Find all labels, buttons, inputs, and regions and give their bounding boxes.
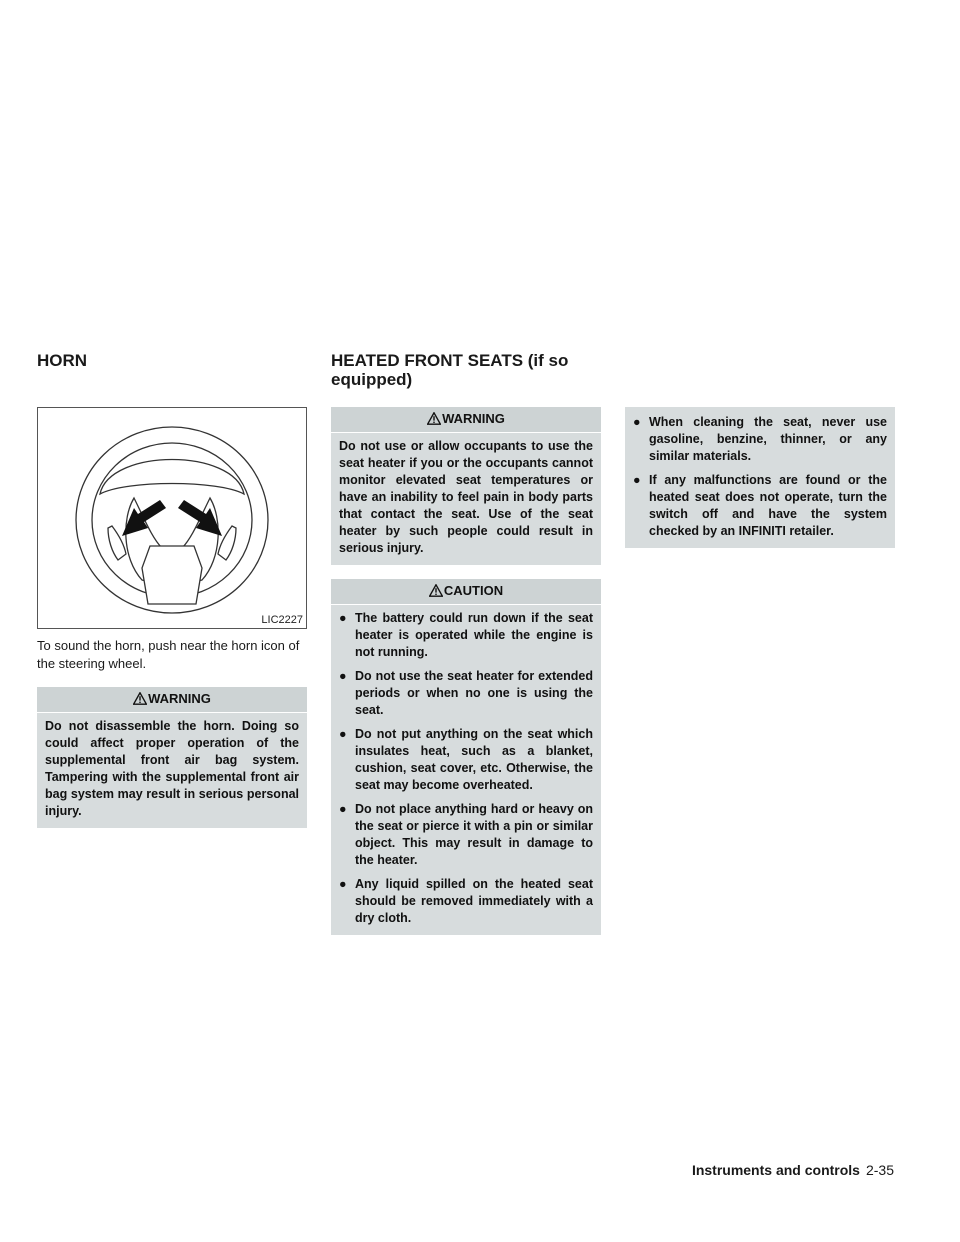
bullet-icon: ●: [633, 415, 641, 429]
heated-caution-box: [331, 579, 601, 935]
list-item: ● When cleaning the seat, never use gasoline, benzine, thinner, or any similar materials.: [633, 415, 887, 463]
list-item: ● Do not put anything on the seat which insulates heat, such as a blanket, cushion, seat cover, etc. Otherwise, the seat may become overheated.: [339, 727, 593, 792]
heated-title-line2: equipped): [331, 370, 413, 389]
heated-caution-title: CAUTION: [443, 583, 504, 598]
bullet-icon: ●: [339, 727, 347, 741]
heated-warning-header: [331, 407, 601, 433]
horn-warning-title: WARNING: [148, 691, 211, 706]
column-horn: [37, 407, 307, 828]
list-item: ● The battery could run down if the seat heater is operated while the engine is not running.: [339, 611, 593, 659]
heated-title-line1: HEATED FRONT SEATS (if so: [331, 351, 569, 370]
steering-wheel-illustration: [38, 408, 306, 628]
heated-warning-title: WARNING: [442, 411, 505, 426]
heated-caution-header: [331, 579, 601, 605]
list-item: ● Any liquid spilled on the heated seat should be removed immediately with a dry cloth.: [339, 877, 593, 925]
warning-triangle-icon: [133, 692, 147, 705]
heated-warning-text: Do not use or allow occupants to use the seat heater if you or the occupants cannot monitor elevated seat temperatures or have an inability to feel pain in body parts that contact the seat. Use of the seat heater by such people could result in serious injury.: [339, 439, 593, 555]
page-footer: [692, 1162, 894, 1178]
column-heated-seats: [331, 407, 601, 935]
caution-list: [339, 610, 593, 927]
horn-instruction: To sound the horn, push near the horn icon of the steering wheel.: [37, 638, 300, 671]
list-item: ● Do not place anything hard or heavy on the seat or pierce it with a pin or similar object. This may result in damage to the heater.: [339, 802, 593, 867]
section-title-horn: HORN: [37, 351, 88, 370]
horn-warning-box: [37, 687, 307, 828]
horn-warning-text: Do not disassemble the horn. Doing so could affect proper operation of the supplemental front air bag system. Tampering with the supplemental front air bag system may result in serious personal injury.: [45, 719, 299, 818]
caution-list-continued: [633, 414, 887, 540]
caution-continued-box: [625, 407, 895, 548]
horn-warning-header: [37, 687, 307, 713]
footer-chapter-title: Instruments and controls: [691, 1162, 860, 1178]
list-item: ● If any malfunctions are found or the heated seat does not operate, turn the switch off and have the system checked by an INFINITI retailer.: [633, 473, 887, 538]
bullet-icon: ●: [339, 802, 347, 816]
bullet-icon: ●: [339, 669, 347, 683]
bullet-icon: ●: [339, 877, 347, 891]
section-title-heated-seats: [331, 351, 568, 389]
figure-label: LIC2227: [261, 614, 303, 626]
steering-wheel-figure: [37, 407, 307, 629]
warning-triangle-icon: [427, 412, 441, 425]
heated-warning-box: [331, 407, 601, 565]
bullet-icon: ●: [339, 611, 347, 625]
caution-triangle-icon: [429, 584, 443, 597]
list-item: ● Do not use the seat heater for extended periods or when no one is using the seat.: [339, 669, 593, 717]
bullet-icon: ●: [633, 473, 641, 487]
column-caution-continued: [625, 407, 895, 548]
page-number: 2-35: [865, 1162, 894, 1178]
